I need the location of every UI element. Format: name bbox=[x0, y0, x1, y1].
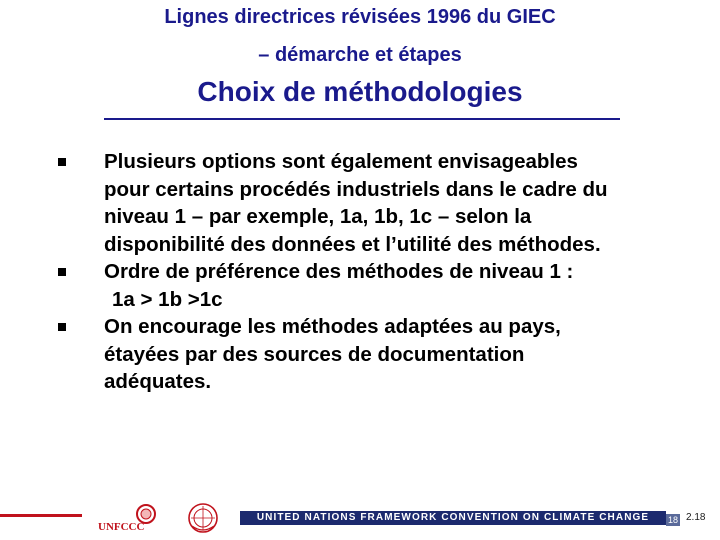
bullet-1-line-2: pour certains procédés industriels dans le cadre du bbox=[104, 177, 608, 201]
footer-band: UNITED NATIONS FRAMEWORK CONVENTION ON CLIMATE CHANGE bbox=[240, 511, 666, 525]
bullet-1-line-3: niveau 1 – par exemple, 1a, 1b, 1c – selon la bbox=[104, 205, 532, 228]
bullet-1-line-4: disponibilité des données et l’utilité des méthodes. bbox=[104, 232, 601, 256]
slide-marker: 18 bbox=[667, 515, 678, 525]
bullet-square-icon bbox=[58, 323, 66, 331]
slide-heading: Choix de méthodologies bbox=[197, 76, 523, 107]
slide-title-line-2: – démarche et étapes bbox=[258, 44, 462, 66]
bullet-1-line-1: Plusieurs options sont également envisageables bbox=[104, 150, 578, 173]
footer-red-rule bbox=[0, 514, 82, 517]
bullet-2-line-1: Ordre de préférence des méthodes de niveau 1 : bbox=[104, 260, 574, 283]
bullet-item-3 bbox=[56, 313, 696, 396]
footer bbox=[0, 498, 720, 540]
unfccc-logo-text: UNFCCC bbox=[98, 521, 145, 533]
heading-underline bbox=[104, 118, 620, 120]
page-number: 2.18 bbox=[686, 512, 706, 523]
bullet-list bbox=[56, 148, 696, 396]
bullet-item-1 bbox=[56, 148, 696, 258]
unfccc-logo-icon bbox=[96, 502, 166, 534]
bullet-3-line-1: On encourage les méthodes adaptées au pays, bbox=[104, 315, 561, 338]
un-emblem-icon bbox=[186, 502, 220, 534]
bullet-square-icon bbox=[58, 158, 66, 166]
bullet-3-line-2: étayées par des sources de documentation bbox=[104, 342, 525, 366]
bullet-square-icon bbox=[58, 268, 66, 276]
bullet-2-subline: 1a > 1b >1c bbox=[112, 287, 223, 311]
slide-title-line-1: Lignes directrices révisées 1996 du GIEC bbox=[164, 6, 556, 28]
bullet-item-2 bbox=[56, 258, 696, 286]
bullet-3-line-3: adéquates. bbox=[104, 370, 212, 393]
